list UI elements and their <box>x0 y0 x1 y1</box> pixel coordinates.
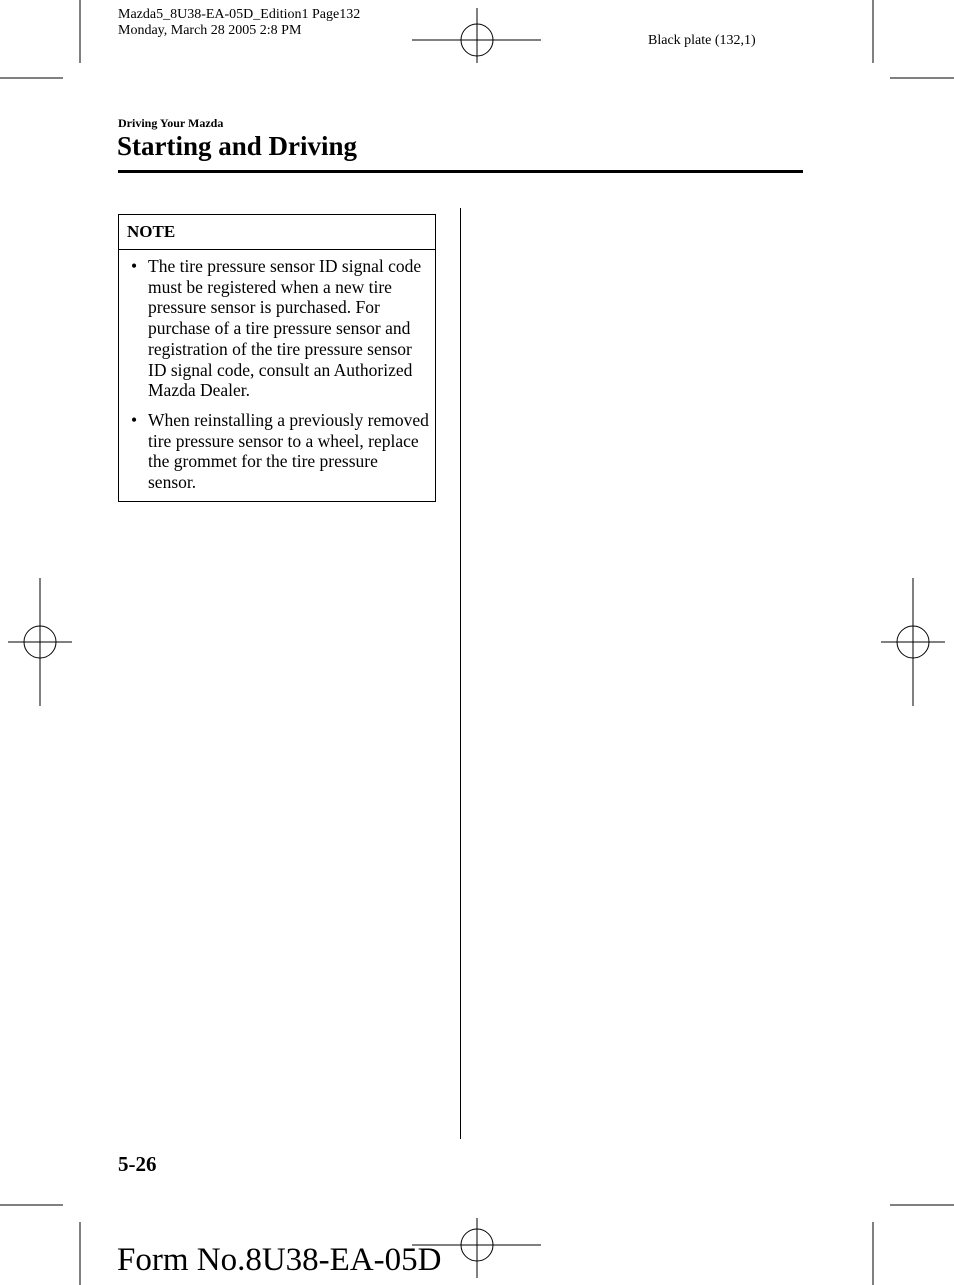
plate-label: Black plate (132,1) <box>648 33 756 48</box>
note-item <box>127 410 429 493</box>
page-number: 5-26 <box>118 1152 157 1176</box>
note-item <box>127 256 429 401</box>
page-title: Starting and Driving <box>117 131 358 161</box>
note-item-text: When reinstalling a previously removed tire pressure sensor to a wheel, replace the grommet for the tire pressure sensor. <box>148 409 429 493</box>
print-job-date: Monday, March 28 2005 2:8 PM <box>118 23 302 38</box>
bullet-icon: • <box>131 409 138 430</box>
note-box <box>118 214 436 502</box>
title-rule <box>118 170 803 173</box>
registration-mark-left <box>8 578 72 706</box>
registration-mark-right <box>881 578 945 706</box>
column-divider <box>460 208 461 1139</box>
section-label: Driving Your Mazda <box>118 116 224 130</box>
bullet-icon: • <box>131 256 138 276</box>
print-job-file: Mazda5_8U38-EA-05D_Edition1 Page132 <box>118 7 361 22</box>
print-job-info <box>118 7 360 39</box>
note-item-text: The tire pressure sensor ID signal code must be registered when a new tire pressure sensor is purchased. For purchase of a tire pressure sensor and registration of the tire pressure sensor ID signal code, consult an Authorized Mazda Dealer. <box>148 256 422 401</box>
note-heading: NOTE <box>119 215 435 250</box>
form-number: Form No.8U38-EA-05D <box>117 1242 442 1278</box>
note-list <box>119 250 435 493</box>
registration-mark-top <box>412 8 541 63</box>
